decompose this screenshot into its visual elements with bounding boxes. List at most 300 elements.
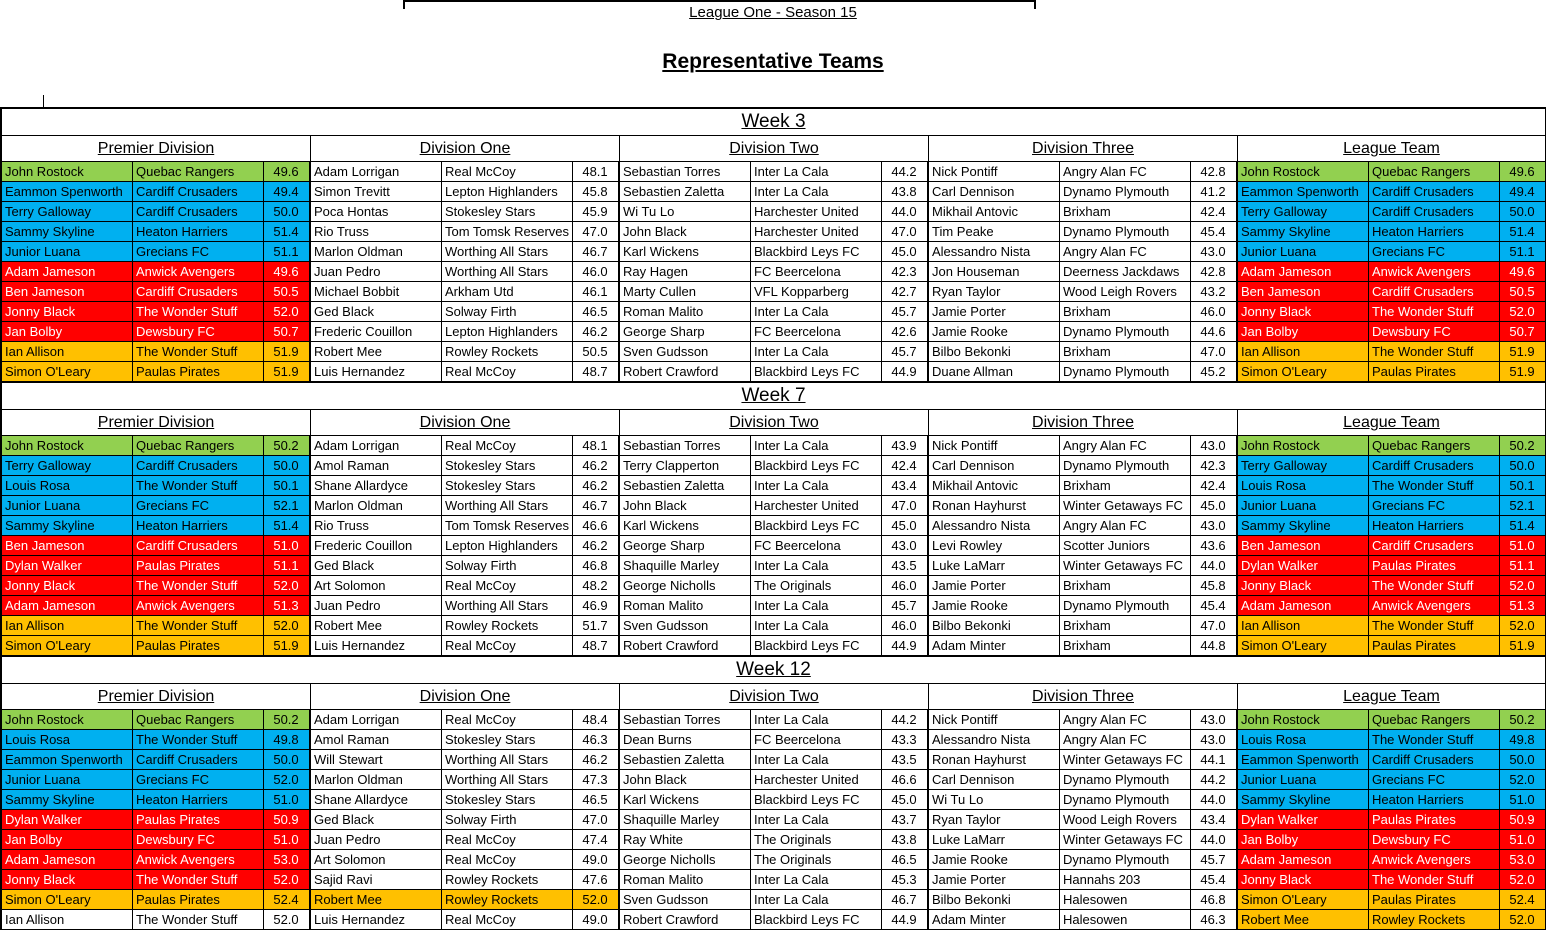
rating-cell: 47.0 [1191, 342, 1238, 362]
team-cell: Paulas Pirates [1369, 636, 1500, 656]
team-cell: Real McCoy [442, 710, 573, 730]
team-cell: Brixham [1060, 202, 1191, 222]
player-cell: John Black [620, 222, 751, 242]
team-cell: The Wonder Stuff [133, 476, 264, 496]
rating-cell: 50.7 [264, 322, 311, 342]
team-cell: Real McCoy [442, 850, 573, 870]
rating-cell: 48.1 [573, 162, 620, 182]
player-cell: Sebastian Torres [620, 710, 751, 730]
player-cell: Art Solomon [311, 850, 442, 870]
team-cell: Rowley Rockets [442, 342, 573, 362]
rating-cell: 48.1 [573, 436, 620, 456]
team-cell: Inter La Cala [751, 436, 882, 456]
rating-cell: 47.0 [882, 222, 929, 242]
player-cell: Alessandro Nista [929, 242, 1060, 262]
rating-cell: 51.9 [1500, 636, 1546, 656]
team-cell: Worthing All Stars [442, 262, 573, 282]
team-cell: Inter La Cala [751, 870, 882, 890]
team-cell: Inter La Cala [751, 182, 882, 202]
player-cell: John Black [620, 770, 751, 790]
player-cell: Jan Bolby [1238, 322, 1369, 342]
rating-cell: 52.0 [1500, 616, 1546, 636]
rating-cell: 46.3 [573, 730, 620, 750]
team-cell: Real McCoy [442, 576, 573, 596]
team-cell: Inter La Cala [751, 596, 882, 616]
player-cell: Ryan Taylor [929, 282, 1060, 302]
team-cell: Paulas Pirates [1369, 890, 1500, 910]
team-cell: Heaton Harriers [1369, 516, 1500, 536]
rating-cell: 42.4 [1191, 476, 1238, 496]
team-cell: Paulas Pirates [1369, 556, 1500, 576]
team-cell: The Wonder Stuff [133, 342, 264, 362]
rating-cell: 44.2 [1191, 770, 1238, 790]
team-cell: Paulas Pirates [1369, 810, 1500, 830]
rating-cell: 45.8 [1191, 576, 1238, 596]
title-top-border [403, 0, 1036, 2]
team-cell: Grecians FC [133, 496, 264, 516]
division-header: Division Three [929, 136, 1238, 162]
player-cell: George Nicholls [620, 576, 751, 596]
player-cell: Luis Hernandez [311, 910, 442, 930]
team-cell: Winter Getaways FC [1060, 496, 1191, 516]
player-cell: Duane Allman [929, 362, 1060, 382]
team-cell: Cardiff Crusaders [1369, 202, 1500, 222]
rating-cell: 51.7 [573, 616, 620, 636]
rating-cell: 45.4 [1191, 870, 1238, 890]
weeks-table [0, 107, 1546, 930]
rating-cell: 43.0 [1191, 710, 1238, 730]
rating-cell: 43.3 [882, 730, 929, 750]
team-cell: Dynamo Plymouth [1060, 850, 1191, 870]
player-cell: Adam Lorrigan [311, 436, 442, 456]
team-cell: Cardiff Crusaders [1369, 282, 1500, 302]
player-cell: Ben Jameson [1238, 536, 1369, 556]
player-cell: Junior Luana [2, 242, 133, 262]
team-cell: Anwick Avengers [133, 262, 264, 282]
rating-cell: 51.3 [1500, 596, 1546, 616]
team-cell: Lepton Highlanders [442, 536, 573, 556]
player-cell: Simon O'Leary [2, 636, 133, 656]
rating-cell: 50.0 [264, 750, 311, 770]
rating-cell: 50.2 [1500, 710, 1546, 730]
team-cell: Inter La Cala [751, 556, 882, 576]
player-cell: Levi Rowley [929, 536, 1060, 556]
rating-cell: 46.6 [882, 770, 929, 790]
player-cell: Eammon Spenworth [1238, 182, 1369, 202]
rating-cell: 46.2 [573, 536, 620, 556]
team-cell: Blackbird Leys FC [751, 790, 882, 810]
player-cell: Roman Malito [620, 596, 751, 616]
player-cell: Luke LaMarr [929, 830, 1060, 850]
rating-cell: 51.0 [1500, 790, 1546, 810]
player-cell: Poca Hontas [311, 202, 442, 222]
rating-cell: 52.1 [264, 496, 311, 516]
team-cell: Inter La Cala [751, 810, 882, 830]
rating-cell: 46.0 [573, 262, 620, 282]
player-cell: John Rostock [1238, 436, 1369, 456]
rating-cell: 45.4 [1191, 222, 1238, 242]
team-cell: Dewsbury FC [1369, 322, 1500, 342]
rating-cell: 48.4 [573, 710, 620, 730]
player-cell: Jan Bolby [2, 830, 133, 850]
player-cell: Sebastien Zaletta [620, 750, 751, 770]
division-header: Division One [311, 684, 620, 710]
player-cell: Jamie Rooke [929, 322, 1060, 342]
rating-cell: 46.7 [882, 890, 929, 910]
player-cell: Bilbo Bekonki [929, 342, 1060, 362]
team-cell: Solway Firth [442, 810, 573, 830]
player-cell: Robert Mee [1238, 910, 1369, 930]
rating-cell: 50.7 [1500, 322, 1546, 342]
team-cell: Tom Tomsk Reserves [442, 222, 573, 242]
player-cell: Terry Clapperton [620, 456, 751, 476]
rating-cell: 42.3 [882, 262, 929, 282]
rating-cell: 52.4 [1500, 890, 1546, 910]
team-cell: Worthing All Stars [442, 770, 573, 790]
team-cell: Brixham [1060, 476, 1191, 496]
player-cell: Simon O'Leary [1238, 362, 1369, 382]
team-cell: The Wonder Stuff [133, 576, 264, 596]
team-cell: Quebac Rangers [133, 162, 264, 182]
player-cell: Marlon Oldman [311, 496, 442, 516]
rating-cell: 46.1 [573, 282, 620, 302]
rating-cell: 48.2 [573, 576, 620, 596]
team-cell: Dynamo Plymouth [1060, 456, 1191, 476]
player-cell: Ged Black [311, 556, 442, 576]
team-cell: Stokesley Stars [442, 202, 573, 222]
player-cell: Jonny Black [2, 576, 133, 596]
rating-cell: 51.9 [1500, 362, 1546, 382]
team-cell: Winter Getaways FC [1060, 750, 1191, 770]
team-cell: Stokesley Stars [442, 730, 573, 750]
player-cell: Jonny Black [1238, 302, 1369, 322]
team-cell: Brixham [1060, 302, 1191, 322]
team-cell: Quebac Rangers [1369, 436, 1500, 456]
player-cell: Junior Luana [2, 770, 133, 790]
player-cell: Adam Jameson [1238, 596, 1369, 616]
player-cell: Simon O'Leary [1238, 890, 1369, 910]
player-cell: Sven Gudsson [620, 616, 751, 636]
rating-cell: 45.7 [882, 596, 929, 616]
rating-cell: 51.0 [264, 830, 311, 850]
rating-cell: 43.5 [882, 750, 929, 770]
team-cell: Blackbird Leys FC [751, 636, 882, 656]
rating-cell: 50.9 [264, 810, 311, 830]
team-cell: Real McCoy [442, 162, 573, 182]
rating-cell: 53.0 [264, 850, 311, 870]
team-cell: The Wonder Stuff [133, 730, 264, 750]
rating-cell: 52.0 [1500, 870, 1546, 890]
rating-cell: 49.6 [264, 262, 311, 282]
rating-cell: 42.3 [1191, 456, 1238, 476]
player-cell: Michael Bobbit [311, 282, 442, 302]
team-cell: Stokesley Stars [442, 476, 573, 496]
team-cell: Heaton Harriers [1369, 790, 1500, 810]
rating-cell: 45.7 [882, 342, 929, 362]
team-cell: Hannahs 203 [1060, 870, 1191, 890]
team-cell: Winter Getaways FC [1060, 556, 1191, 576]
rating-cell: 51.0 [1500, 830, 1546, 850]
player-cell: Terry Galloway [2, 202, 133, 222]
team-cell: Anwick Avengers [1369, 262, 1500, 282]
team-cell: Inter La Cala [751, 162, 882, 182]
player-cell: Sammy Skyline [1238, 222, 1369, 242]
team-cell: Real McCoy [442, 636, 573, 656]
rating-cell: 44.0 [1191, 790, 1238, 810]
player-cell: Dylan Walker [1238, 810, 1369, 830]
team-cell: Cardiff Crusaders [133, 750, 264, 770]
player-cell: Carl Dennison [929, 770, 1060, 790]
rating-cell: 43.4 [882, 476, 929, 496]
team-cell: Paulas Pirates [133, 636, 264, 656]
team-cell: The Wonder Stuff [1369, 870, 1500, 890]
division-header: Premier Division [2, 136, 311, 162]
rating-cell: 52.0 [264, 302, 311, 322]
rating-cell: 46.2 [573, 456, 620, 476]
team-cell: Dewsbury FC [133, 322, 264, 342]
team-cell: Blackbird Leys FC [751, 242, 882, 262]
player-cell: Sammy Skyline [2, 222, 133, 242]
team-cell: The Wonder Stuff [133, 302, 264, 322]
rating-cell: 44.2 [882, 162, 929, 182]
team-cell: Paulas Pirates [133, 890, 264, 910]
rating-cell: 45.0 [1191, 496, 1238, 516]
player-cell: Carl Dennison [929, 182, 1060, 202]
rating-cell: 46.5 [573, 790, 620, 810]
rating-cell: 50.5 [1500, 282, 1546, 302]
rating-cell: 43.2 [1191, 282, 1238, 302]
player-cell: Louis Rosa [2, 730, 133, 750]
player-cell: Jamie Porter [929, 576, 1060, 596]
team-cell: FC Beercelona [751, 322, 882, 342]
player-cell: Jan Bolby [1238, 830, 1369, 850]
player-cell: John Rostock [2, 162, 133, 182]
player-cell: Junior Luana [1238, 242, 1369, 262]
team-cell: Blackbird Leys FC [751, 516, 882, 536]
rating-cell: 50.0 [1500, 750, 1546, 770]
player-cell: Ray Hagen [620, 262, 751, 282]
team-cell: Heaton Harriers [133, 222, 264, 242]
team-cell: Grecians FC [1369, 242, 1500, 262]
player-cell: Ian Allison [1238, 616, 1369, 636]
team-cell: Tom Tomsk Reserves [442, 516, 573, 536]
team-cell: Scotter Juniors [1060, 536, 1191, 556]
team-cell: Solway Firth [442, 556, 573, 576]
rating-cell: 52.0 [1500, 770, 1546, 790]
team-cell: Rowley Rockets [1369, 910, 1500, 930]
rating-cell: 47.0 [882, 496, 929, 516]
rating-cell: 50.5 [573, 342, 620, 362]
player-cell: Carl Dennison [929, 456, 1060, 476]
team-cell: Dewsbury FC [1369, 830, 1500, 850]
player-cell: Luis Hernandez [311, 636, 442, 656]
team-cell: Lepton Highlanders [442, 322, 573, 342]
player-cell: Dylan Walker [1238, 556, 1369, 576]
player-cell: Ian Allison [2, 616, 133, 636]
team-cell: Angry Alan FC [1060, 516, 1191, 536]
team-cell: Worthing All Stars [442, 242, 573, 262]
player-cell: Adam Lorrigan [311, 162, 442, 182]
player-cell: Louis Rosa [1238, 730, 1369, 750]
team-cell: The Wonder Stuff [1369, 342, 1500, 362]
team-cell: The Originals [751, 830, 882, 850]
rating-cell: 51.4 [264, 516, 311, 536]
player-cell: Adam Jameson [1238, 262, 1369, 282]
player-cell: Rio Truss [311, 222, 442, 242]
rating-cell: 51.1 [264, 556, 311, 576]
rating-cell: 46.7 [573, 496, 620, 516]
team-cell: Harchester United [751, 202, 882, 222]
team-cell: Dynamo Plymouth [1060, 362, 1191, 382]
rating-cell: 46.2 [573, 476, 620, 496]
player-cell: Ged Black [311, 302, 442, 322]
player-cell: Junior Luana [1238, 496, 1369, 516]
team-cell: Grecians FC [1369, 770, 1500, 790]
team-cell: Angry Alan FC [1060, 730, 1191, 750]
team-cell: Brixham [1060, 636, 1191, 656]
team-cell: Real McCoy [442, 830, 573, 850]
player-cell: Marlon Oldman [311, 242, 442, 262]
player-cell: Amol Raman [311, 730, 442, 750]
player-cell: John Rostock [1238, 162, 1369, 182]
player-cell: Jan Bolby [2, 322, 133, 342]
rating-cell: 42.4 [882, 456, 929, 476]
team-cell: Paulas Pirates [1369, 362, 1500, 382]
rating-cell: 52.0 [573, 890, 620, 910]
team-cell: Anwick Avengers [133, 850, 264, 870]
player-cell: Nick Pontiff [929, 162, 1060, 182]
player-cell: Ronan Hayhurst [929, 496, 1060, 516]
team-cell: Rowley Rockets [442, 616, 573, 636]
rating-cell: 51.9 [264, 342, 311, 362]
player-cell: Robert Mee [311, 342, 442, 362]
player-cell: Ged Black [311, 810, 442, 830]
rating-cell: 50.9 [1500, 810, 1546, 830]
player-cell: Frederic Couillon [311, 322, 442, 342]
week-section [0, 382, 1546, 656]
team-cell: Dynamo Plymouth [1060, 770, 1191, 790]
rating-cell: 45.0 [882, 242, 929, 262]
team-cell: Real McCoy [442, 436, 573, 456]
team-cell: The Originals [751, 850, 882, 870]
rating-cell: 48.7 [573, 362, 620, 382]
team-cell: The Wonder Stuff [1369, 476, 1500, 496]
rating-cell: 46.0 [882, 576, 929, 596]
team-cell: Quebac Rangers [133, 710, 264, 730]
player-cell: Simon O'Leary [2, 362, 133, 382]
team-cell: Grecians FC [133, 770, 264, 790]
rating-cell: 43.6 [1191, 536, 1238, 556]
rating-cell: 44.2 [882, 710, 929, 730]
player-cell: Jamie Rooke [929, 850, 1060, 870]
week-section [0, 107, 1546, 382]
player-cell: Robert Crawford [620, 362, 751, 382]
team-cell: Harchester United [751, 770, 882, 790]
team-cell: Inter La Cala [751, 342, 882, 362]
rating-cell: 51.1 [1500, 556, 1546, 576]
team-cell: Quebac Rangers [1369, 710, 1500, 730]
team-cell: Angry Alan FC [1060, 162, 1191, 182]
rating-cell: 44.8 [1191, 636, 1238, 656]
team-cell: Inter La Cala [751, 750, 882, 770]
rating-cell: 45.4 [1191, 596, 1238, 616]
rating-cell: 46.9 [573, 596, 620, 616]
player-cell: Adam Lorrigan [311, 710, 442, 730]
team-cell: Arkham Utd [442, 282, 573, 302]
rating-cell: 44.0 [1191, 830, 1238, 850]
player-cell: Jamie Porter [929, 870, 1060, 890]
player-cell: Sammy Skyline [2, 790, 133, 810]
player-cell: Art Solomon [311, 576, 442, 596]
player-cell: Adam Jameson [2, 596, 133, 616]
player-cell: John Rostock [2, 710, 133, 730]
player-cell: Adam Jameson [2, 262, 133, 282]
rating-cell: 52.4 [264, 890, 311, 910]
player-cell: George Sharp [620, 536, 751, 556]
team-cell: Cardiff Crusaders [1369, 750, 1500, 770]
player-cell: Sammy Skyline [1238, 790, 1369, 810]
rating-cell: 43.9 [882, 436, 929, 456]
team-cell: Halesowen [1060, 890, 1191, 910]
team-cell: Cardiff Crusaders [133, 282, 264, 302]
rating-cell: 47.3 [573, 770, 620, 790]
player-cell: Junior Luana [1238, 770, 1369, 790]
player-cell: Sven Gudsson [620, 890, 751, 910]
player-cell: Jonny Black [2, 302, 133, 322]
player-cell: Nick Pontiff [929, 436, 1060, 456]
player-cell: Terry Galloway [1238, 456, 1369, 476]
rating-cell: 42.8 [1191, 162, 1238, 182]
player-cell: Dylan Walker [2, 556, 133, 576]
page-title: League One - Season 15 [689, 4, 857, 21]
team-cell: Quebac Rangers [1369, 162, 1500, 182]
team-cell: Grecians FC [1369, 496, 1500, 516]
rating-cell: 46.3 [1191, 910, 1238, 930]
team-cell: Worthing All Stars [442, 750, 573, 770]
week-title: Week 12 [2, 656, 1546, 684]
rating-cell: 46.6 [573, 516, 620, 536]
rating-cell: 52.0 [264, 770, 311, 790]
team-cell: Grecians FC [133, 242, 264, 262]
rating-cell: 45.0 [882, 790, 929, 810]
team-cell: Cardiff Crusaders [133, 182, 264, 202]
rating-cell: 50.0 [264, 456, 311, 476]
player-cell: Junior Luana [2, 496, 133, 516]
team-cell: Rowley Rockets [442, 890, 573, 910]
division-header: Division Three [929, 410, 1238, 436]
team-cell: The Wonder Stuff [133, 616, 264, 636]
rating-cell: 52.0 [1500, 302, 1546, 322]
rating-cell: 42.6 [882, 322, 929, 342]
player-cell: Marlon Oldman [311, 770, 442, 790]
rating-cell: 45.7 [1191, 850, 1238, 870]
rating-cell: 52.0 [264, 576, 311, 596]
team-cell: Anwick Avengers [133, 596, 264, 616]
division-header: Division Two [620, 684, 929, 710]
player-cell: Jamie Rooke [929, 596, 1060, 616]
rating-cell: 44.0 [1191, 556, 1238, 576]
rating-cell: 50.0 [1500, 456, 1546, 476]
team-cell: Inter La Cala [751, 890, 882, 910]
rating-cell: 50.5 [264, 282, 311, 302]
team-cell: Anwick Avengers [1369, 850, 1500, 870]
player-cell: Sebastian Torres [620, 162, 751, 182]
player-cell: Terry Galloway [2, 456, 133, 476]
player-cell: Adam Minter [929, 636, 1060, 656]
week-title: Week 3 [2, 107, 1546, 136]
rating-cell: 42.8 [1191, 262, 1238, 282]
team-cell: Worthing All Stars [442, 496, 573, 516]
